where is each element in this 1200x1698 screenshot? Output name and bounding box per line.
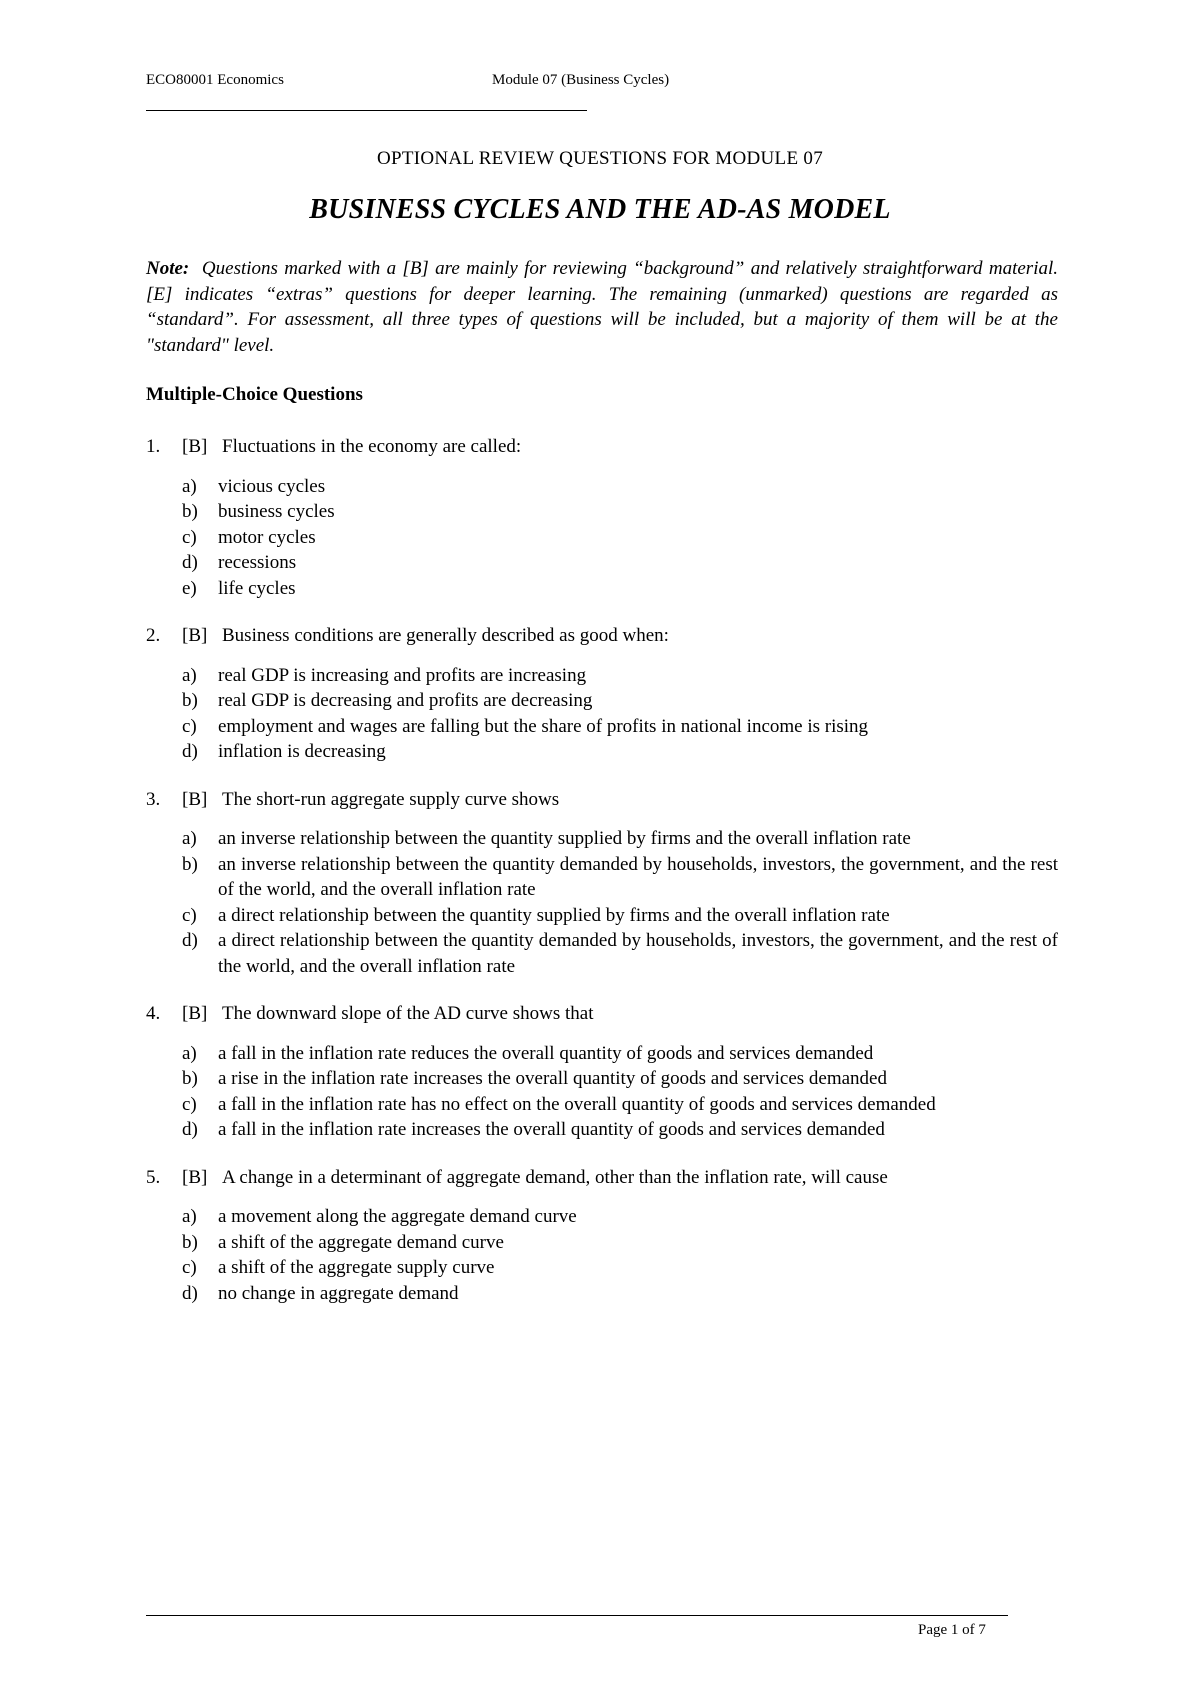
question-5 [146,1165,1058,1307]
question-number: 2. [146,625,161,646]
option-list [182,474,1058,602]
option-text: vicious cycles [218,475,326,497]
question-text: The downward slope of the AD curve shows that [222,1003,594,1024]
question-list [146,434,1058,1328]
question-number: 1. [146,436,161,457]
option-letter: d) [182,552,198,573]
option-text: recessions [218,552,297,573]
note-paragraph [146,256,1058,358]
module-name: Module 07 (Business Cycles) [492,72,670,88]
option [182,688,1058,714]
option [182,474,1058,500]
option [182,903,1058,929]
document-title: BUSINESS CYCLES AND THE AD-AS MODEL [309,194,891,225]
option [182,663,1058,689]
question-text: The short-run aggregate supply curve shows [222,788,560,810]
option-text: motor cycles [218,526,316,548]
question-text: Fluctuations in the economy are called: [222,436,522,457]
header-divider [146,110,587,111]
option-text: a rise in the inflation rate increases the overall quantity of goods and services demanded [218,1068,887,1089]
question-stem [146,1001,1058,1027]
option-text: employment and wages are falling but the share of profits in national income is rising [218,715,869,737]
option-letter: c) [182,526,197,548]
option-letter: b) [182,1231,198,1253]
option-list [182,1204,1058,1306]
option [182,714,1058,740]
question-number: 5. [146,1166,161,1188]
question-tag: [B] [182,436,208,457]
question-stem [146,623,1058,649]
option [182,852,1058,903]
question-1 [146,434,1058,601]
note-label: Note: [146,258,190,279]
question-text: Business conditions are generally described as good when: [222,625,669,646]
option-letter: a) [182,664,197,686]
option [182,576,1058,602]
option-letter: d) [182,930,198,951]
question-2 [146,623,1058,765]
option-letter: a) [182,1042,197,1064]
footer-divider [146,1615,1008,1616]
option [182,1041,1058,1067]
option-list [182,663,1058,765]
option-letter: c) [182,715,197,737]
option-letter: b) [182,690,198,711]
option-letter: d) [182,1119,198,1140]
option-text: no change in aggregate demand [218,1282,459,1304]
question-tag: [B] [182,788,208,810]
option-letter: a) [182,828,197,849]
question-tag: [B] [182,625,208,646]
question-tag: [B] [182,1003,208,1024]
option [182,1230,1058,1256]
option [182,550,1058,576]
document-subtitle: OPTIONAL REVIEW QUESTIONS FOR MODULE 07 [376,148,824,169]
question-3 [146,787,1058,980]
question-stem [146,434,1058,460]
option [182,1281,1058,1307]
course-code: ECO80001 Economics [146,72,284,88]
option [182,739,1058,765]
option-letter: c) [182,1257,197,1278]
option-letter: b) [182,853,198,875]
option-letter: d) [182,1282,198,1304]
option-text: business cycles [218,501,335,522]
option-text: an inverse relationship between the quantity demanded by households, investors, the government, and the rest of the world, and the overall inflation rate [218,853,1058,900]
option-text: real GDP is decreasing and profits are decreasing [218,690,593,711]
option [182,1066,1058,1092]
option-text: real GDP is increasing and profits are increasing [218,664,587,686]
section-heading: Multiple-Choice Questions [146,384,363,405]
option-text: a fall in the inflation rate has no effect on the overall quantity of goods and services demanded [218,1093,936,1115]
option [182,928,1058,979]
question-number: 3. [146,788,161,810]
option-text: a shift of the aggregate demand curve [218,1231,504,1253]
question-text: A change in a determinant of aggregate demand, other than the inflation rate, will cause [222,1166,888,1188]
option-text: life cycles [218,577,296,599]
option-letter: d) [182,741,198,762]
option-text: a fall in the inflation rate increases the overall quantity of goods and services demanded [218,1119,885,1140]
option [182,525,1058,551]
option-text: a shift of the aggregate supply curve [218,1257,495,1278]
option-letter: a) [182,475,197,497]
option [182,1204,1058,1230]
option [182,826,1058,852]
question-stem [146,1165,1058,1191]
option-text: a direct relationship between the quantity supplied by firms and the overall inflation rate [218,904,890,926]
option [182,1255,1058,1281]
option-letter: a) [182,1206,197,1227]
option-list [182,826,1058,979]
option-text: a movement along the aggregate demand curve [218,1206,577,1227]
option-text: a fall in the inflation rate reduces the overall quantity of goods and services demanded [218,1042,874,1064]
option-text: a direct relationship between the quantity demanded by households, investors, the government, and the rest of the world, and the overall inflation rate [218,930,1058,977]
option-letter: b) [182,1068,198,1089]
option-letter: e) [182,577,197,599]
note-text: Questions marked with a [B] are mainly for reviewing “background” and relatively straightforward material. [E] indicates “extras” questions for deeper learning. The remaining (unmarked) questions are regarded as “standard”. For assessment, all three types of questions will be included, but a majority of them will be at the "standard" level. [146,258,1058,356]
option-text: an inverse relationship between the quantity supplied by firms and the overall inflation rate [218,828,911,849]
option-letter: b) [182,501,198,522]
option-list [182,1041,1058,1143]
question-stem [146,787,1058,813]
option-letter: c) [182,904,197,926]
question-tag: [B] [182,1166,208,1188]
question-number: 4. [146,1003,161,1024]
option [182,1117,1058,1143]
question-4 [146,1001,1058,1143]
option [182,1092,1058,1118]
page-number: Page 1 of 7 [918,1622,986,1638]
option-letter: c) [182,1093,197,1115]
option-text: inflation is decreasing [218,741,386,762]
option [182,499,1058,525]
